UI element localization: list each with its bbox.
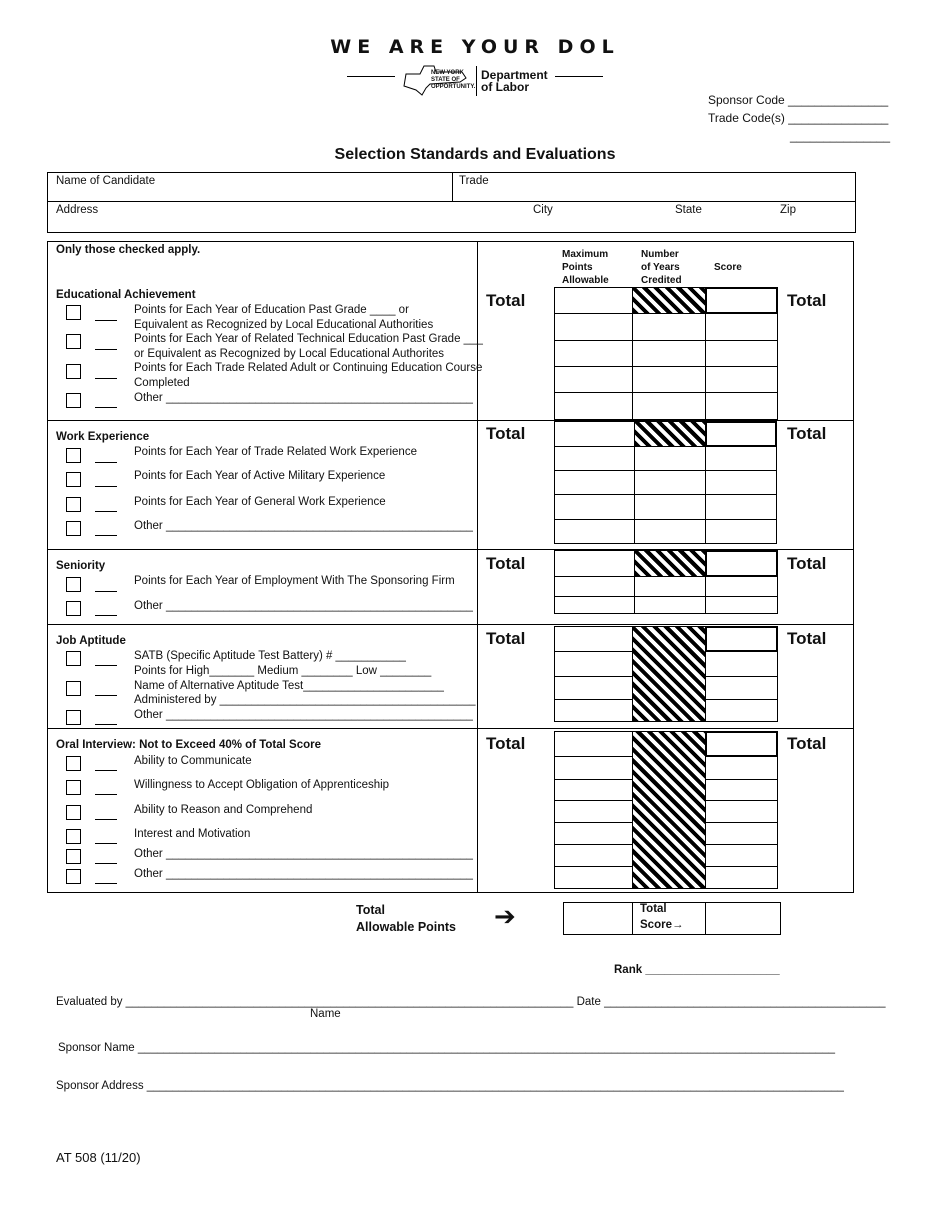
arrow-right-icon: ➔ [494,902,516,932]
oral-score-5[interactable] [705,844,778,867]
education-checkbox-4[interactable] [66,393,81,408]
work-max-2[interactable] [554,470,635,495]
form-id: AT 508 (11/20) [56,1150,141,1165]
seniority-score-2[interactable] [705,596,778,614]
work-max-4[interactable] [554,519,635,544]
total-allowable-label-2: Allowable Points [356,920,457,934]
education-other-field[interactable]: Other ________________________________________________ [134,392,473,404]
oral-other-field-2[interactable]: Other ________________________________________________ [134,868,473,880]
work-years-2[interactable] [634,470,706,495]
seniority-line-1: Points for Each Year of Employment With The Sponsoring Firm [134,575,455,587]
education-score-2[interactable] [705,340,778,367]
evaluated-by-field[interactable]: Evaluated by ______________________________________________________________________ Date ____________________________________________ [56,996,886,1008]
work-years-4[interactable] [634,519,706,544]
seniority-other-field[interactable]: Other ________________________________________________ [134,600,473,612]
seniority-years-2[interactable] [634,596,706,614]
education-line-1: Points for Each Year of Education Past Grade ____ or [134,304,409,316]
aptitude-score-total[interactable] [705,626,778,652]
education-score-3[interactable] [705,366,778,393]
education-max-3[interactable] [554,366,633,393]
total-score-box[interactable] [705,902,781,935]
oral-checkbox-2[interactable] [66,780,81,795]
oral-score-6[interactable] [705,866,778,889]
oral-total-left: Total [486,734,526,753]
seniority-max-1[interactable] [554,576,635,597]
education-years-4[interactable] [632,392,706,420]
education-max-1[interactable] [554,313,633,341]
education-score-4[interactable] [705,392,778,420]
total-allowable-label-1: Total [356,903,385,917]
oral-max-1[interactable] [554,756,633,780]
education-line-5: Points for Each Trade Related Adult or Continuing Education Course [134,362,483,374]
aptitude-total-left: Total [486,629,526,648]
total-score-label-2: Score→ [640,919,684,931]
seniority-checkbox-1[interactable] [66,577,81,592]
aptitude-max-total[interactable] [554,626,633,652]
work-score-total[interactable] [705,421,777,447]
aptitude-max-2[interactable] [554,676,633,700]
education-heading: Educational Achievement [56,289,196,301]
oral-line-2: Willingness to Accept Obligation of Apprenticeship [134,779,390,791]
seniority-total-left: Total [486,554,526,573]
work-max-total[interactable] [554,421,635,447]
total-score-label-1: Total [640,903,667,915]
work-score-3[interactable] [705,494,777,520]
oral-max-2[interactable] [554,779,633,801]
education-line-3: Points for Each Year of Related Technical Education Past Grade ___ [134,333,483,345]
work-max-1[interactable] [554,446,635,471]
trade-field[interactable]: Trade [459,175,489,187]
col-max-header: Maximum Points Allowable [562,249,609,286]
work-score-2[interactable] [705,470,777,495]
sponsor-name-field[interactable]: Sponsor Name _____________________________________________________________________________________________________________ [58,1042,836,1054]
total-allowable-points-box[interactable] [563,902,633,935]
sponsor-code-field[interactable]: Sponsor Code _______________ [708,93,889,107]
aptitude-checkbox-1[interactable] [66,651,81,666]
education-line-4: or Equivalent as Recognized by Local Educational Authorites [134,348,445,360]
work-max-3[interactable] [554,494,635,520]
city-field[interactable]: City [533,204,553,216]
oral-max-4[interactable] [554,822,633,845]
work-line-2: Points for Each Year of Active Military Experience [134,470,386,482]
work-other-field[interactable]: Other ________________________________________________ [134,520,473,532]
oral-score-1[interactable] [705,756,778,780]
dol-logo [345,64,605,100]
education-score-total[interactable] [705,287,778,314]
name-of-candidate-field[interactable]: Name of Candidate [56,175,156,187]
oral-line-4: Interest and Motivation [134,828,251,840]
seniority-max-2[interactable] [554,596,635,614]
oral-line-1: Ability to Communicate [134,755,252,767]
work-line-3: Points for Each Year of General Work Experience [134,496,386,508]
aptitude-score-1[interactable] [705,651,778,677]
seniority-years-total-hatched [634,550,706,577]
aptitude-points-field[interactable]: Points for High_______ Medium ________ Low ________ [134,665,432,677]
seniority-years-1[interactable] [634,576,706,597]
state-field[interactable]: State [675,204,702,216]
aptitude-total-right: Total [787,629,827,648]
work-years-total-hatched [634,421,706,447]
col-years-header: Number of Years Credited [641,249,682,286]
oral-max-6[interactable] [554,866,633,889]
oral-other-field-1[interactable]: Other ________________________________________________ [134,848,473,860]
seniority-total-right: Total [787,554,827,573]
education-years-total-hatched [632,287,706,314]
aptitude-max-3[interactable] [554,699,633,722]
dept-line1: Department [481,68,548,82]
aptitude-checkbox-3[interactable] [66,710,81,725]
aptitude-years-hatched [632,626,706,722]
oral-total-right: Total [787,734,827,753]
work-total-right: Total [787,424,827,443]
oral-score-total[interactable] [705,731,778,757]
education-line-6: Completed [134,377,190,389]
work-checkbox-2[interactable] [66,472,81,487]
aptitude-administered-field[interactable]: Administered by ________________________________________ [134,694,476,706]
work-score-1[interactable] [705,446,777,471]
oral-max-total[interactable] [554,731,633,757]
seniority-max-total[interactable] [554,550,635,577]
oral-checkbox-1[interactable] [66,756,81,771]
education-years-1[interactable] [632,313,706,341]
work-heading: Work Experience [56,431,150,443]
work-line-1: Points for Each Year of Trade Related Work Experience [134,446,417,458]
work-score-4[interactable] [705,519,777,544]
aptitude-max-1[interactable] [554,651,633,677]
aptitude-checkbox-2[interactable] [66,681,81,696]
slogan: WE ARE YOUR DOL [330,36,620,58]
education-checkbox-3[interactable] [66,364,81,379]
seniority-score-total[interactable] [705,550,778,577]
education-max-2[interactable] [554,340,633,367]
page-title: Selection Standards and Evaluations [334,146,616,163]
logo-state-text: NEW YORK STATE OF OPPORTUNITY. [431,70,476,90]
work-years-1[interactable] [634,446,706,471]
aptitude-other-field[interactable]: Other ________________________________________________ [134,709,473,721]
seniority-heading: Seniority [56,560,106,572]
aptitude-alt-test-field[interactable]: Name of Alternative Aptitude Test______________________ [134,680,444,692]
education-total-left: Total [486,291,526,310]
seniority-checkbox-2[interactable] [66,601,81,616]
trade-codes-field[interactable]: Trade Code(s) _______________ [708,111,889,125]
oral-score-2[interactable] [705,779,778,801]
oral-checkbox-5[interactable] [66,849,81,864]
dept-line2: of Labor [481,80,529,94]
work-total-left: Total [486,424,526,443]
oral-years-hatched [632,731,706,889]
education-years-3[interactable] [632,366,706,393]
education-checkbox-2[interactable] [66,334,81,349]
trade-codes-extra-field[interactable]: _______________ [790,129,891,143]
col-score-header: Score [714,262,742,273]
work-years-3[interactable] [634,494,706,520]
work-checkbox-1[interactable] [66,448,81,463]
rank-field[interactable]: Rank _____________________ [614,964,780,976]
education-max-4[interactable] [554,392,633,420]
education-max-total[interactable] [554,287,633,314]
seniority-score-1[interactable] [705,576,778,597]
education-total-right: Total [787,291,827,310]
education-line-2: Equivalent as Recognized by Local Educational Authorities [134,319,434,331]
oral-checkbox-4[interactable] [66,829,81,844]
oral-checkbox-6[interactable] [66,869,81,884]
oral-score-4[interactable] [705,822,778,845]
only-checked-note: Only those checked apply. [56,244,201,256]
education-years-2[interactable] [632,340,706,367]
sponsor-address-field[interactable]: Sponsor Address _____________________________________________________________________________________________________________ [56,1080,844,1092]
oral-checkbox-3[interactable] [66,805,81,820]
name-caption: Name [310,1008,341,1020]
work-checkbox-4[interactable] [66,521,81,536]
aptitude-satb-field[interactable]: SATB (Specific Aptitude Test Battery) # ___________ [134,650,406,662]
zip-field[interactable]: Zip [780,204,796,216]
education-checkbox-1[interactable] [66,305,81,320]
oral-heading: Oral Interview: Not to Exceed 40% of Total Score [56,739,321,751]
oral-max-3[interactable] [554,800,633,823]
aptitude-score-3[interactable] [705,699,778,722]
oral-max-5[interactable] [554,844,633,867]
aptitude-heading: Job Aptitude [56,635,126,647]
aptitude-score-2[interactable] [705,676,778,700]
education-score-1[interactable] [705,313,778,341]
oral-score-3[interactable] [705,800,778,823]
address-field[interactable]: Address [56,204,99,216]
work-checkbox-3[interactable] [66,497,81,512]
oral-line-3: Ability to Reason and Comprehend [134,804,313,816]
